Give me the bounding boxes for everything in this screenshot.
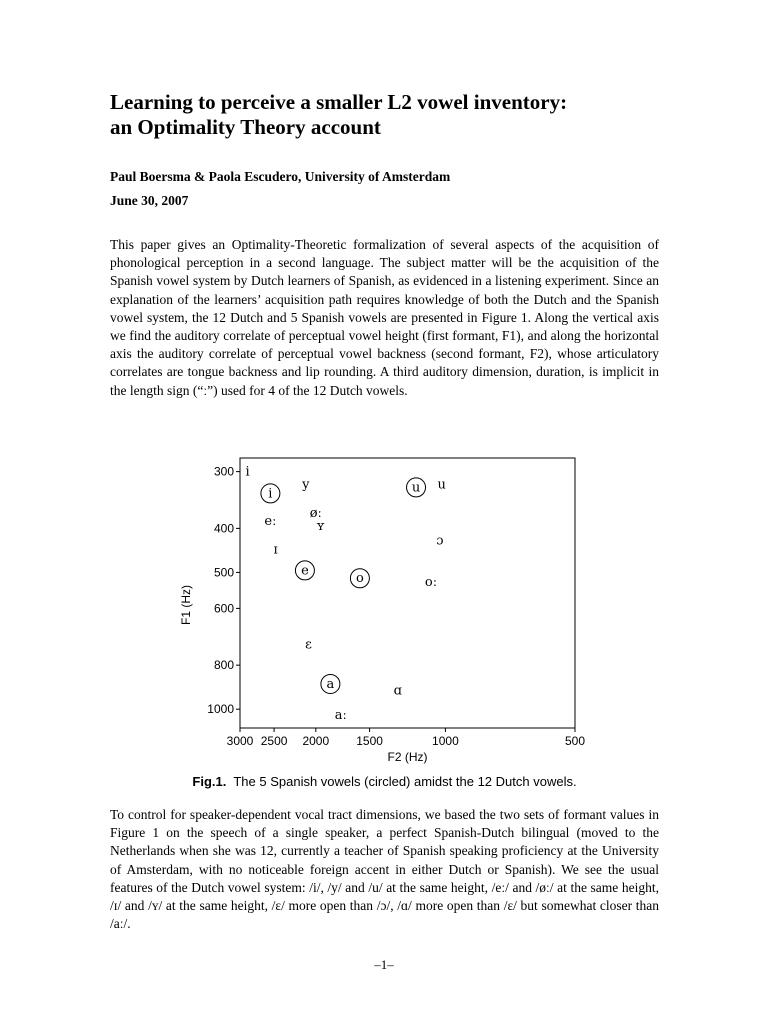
spanish-vowel-label: i — [268, 486, 273, 502]
x-tick-label: 2500 — [260, 734, 288, 748]
x-tick-label: 1000 — [432, 734, 459, 748]
dutch-vowel-label: ɪ — [273, 542, 278, 558]
spanish-vowel-label: a — [326, 676, 335, 692]
paragraph-intro: This paper gives an Optimality-Theoretic formalization of several aspects of the acquisition of phonological perception in a second language. The subject matter will be the acquisition of the Spanish vowel system by Dutch learners of Spanish, as evidenced in a listening experiment. Since an explanation of the learners’ acquisition path requires knowledge of both the Dutch and the Spanish vowel system, the 12 Dutch and 5 Spanish vowels are presented in Figure 1. Along the vertical axis we find the auditory correlate of perceptual vowel height (first formant, F1), and along the horizontal axis the auditory correlate of perceptual vowel backness (second formant, F2), whose articulatory correlates are tongue backness and lip rounding. A third auditory dimension, duration, is implicit in the length sign (“ː”) used for 4 of the 12 Dutch vowels. — [110, 237, 659, 398]
title-line-1: Learning to perceive a smaller L2 vowel inventory: — [110, 90, 568, 114]
dutch-vowel-label: u — [437, 477, 446, 493]
caption-label: Fig.1. — [192, 774, 227, 789]
dutch-vowel-label: øː — [309, 505, 322, 521]
y-tick-label: 300 — [213, 464, 234, 479]
dutch-vowel-label: ɛ — [305, 637, 312, 653]
plot-frame — [240, 458, 575, 728]
y-tick-label: 400 — [213, 521, 234, 536]
dutch-vowel-label: ʏ — [316, 518, 325, 534]
date-line: June 30, 2007 — [110, 193, 189, 208]
title-line-2: an Optimality Theory account — [110, 115, 381, 139]
y-axis-label: F1 (Hz) — [179, 585, 193, 625]
spanish-vowel-label: e — [301, 563, 309, 579]
x-tick-label: 3000 — [226, 734, 254, 748]
figure-vowel-chart — [160, 450, 600, 770]
x-tick-label: 2000 — [302, 734, 330, 748]
dutch-vowel-label: oː — [424, 575, 438, 591]
dutch-vowel-label: eː — [264, 513, 277, 529]
y-tick-label: 500 — [213, 565, 234, 580]
caption-text: The 5 Spanish vowels (circled) amidst the 12 Dutch vowels. — [233, 774, 577, 789]
x-axis-label: F2 (Hz) — [387, 750, 428, 764]
authors-line: Paul Boersma & Paola Escudero, University of Amsterdam — [110, 169, 451, 184]
x-tick-label: 500 — [564, 734, 586, 748]
paragraph-method: To control for speaker-dependent vocal tract dimensions, we based the two sets of formant values in Figure 1 on the speech of a single speaker, a perfect Spanish-Dutch bilingual (moved to the Netherlands when she was 12, currently a teacher of Spanish speaking proficiency at the University of Amsterdam, with no noticeable foreign accent in either Dutch or Spanish). We see the usual features of the Dutch vowel system: /i/, /y/ and /u/ at the same height, /eː/ and /øː/ at the same height, /ɪ/ and /ʏ/ at the same height, /ɛ/ more open than /ɔ/, /ɑ/ more open than /ɛ/ but somewhat closer than /aː/. — [110, 807, 659, 932]
spanish-vowel-label: o — [355, 571, 364, 587]
dutch-vowel-label: i — [245, 464, 250, 480]
x-tick-label: 1500 — [356, 734, 383, 748]
spanish-vowel-label: u — [411, 480, 421, 496]
paper-title — [110, 90, 670, 140]
dutch-vowel-label: ɔ — [436, 533, 444, 549]
page-number: –1– — [374, 957, 394, 972]
figure-caption — [110, 774, 659, 789]
dutch-vowel-label: aː — [334, 708, 347, 724]
y-tick-label: 600 — [213, 601, 234, 616]
y-tick-label: 800 — [213, 658, 234, 673]
dutch-vowel-label: ɑ — [393, 683, 402, 699]
dutch-vowel-label: y — [302, 477, 310, 493]
y-tick-label: 1000 — [207, 702, 234, 717]
vowel-chart-svg — [160, 450, 600, 770]
